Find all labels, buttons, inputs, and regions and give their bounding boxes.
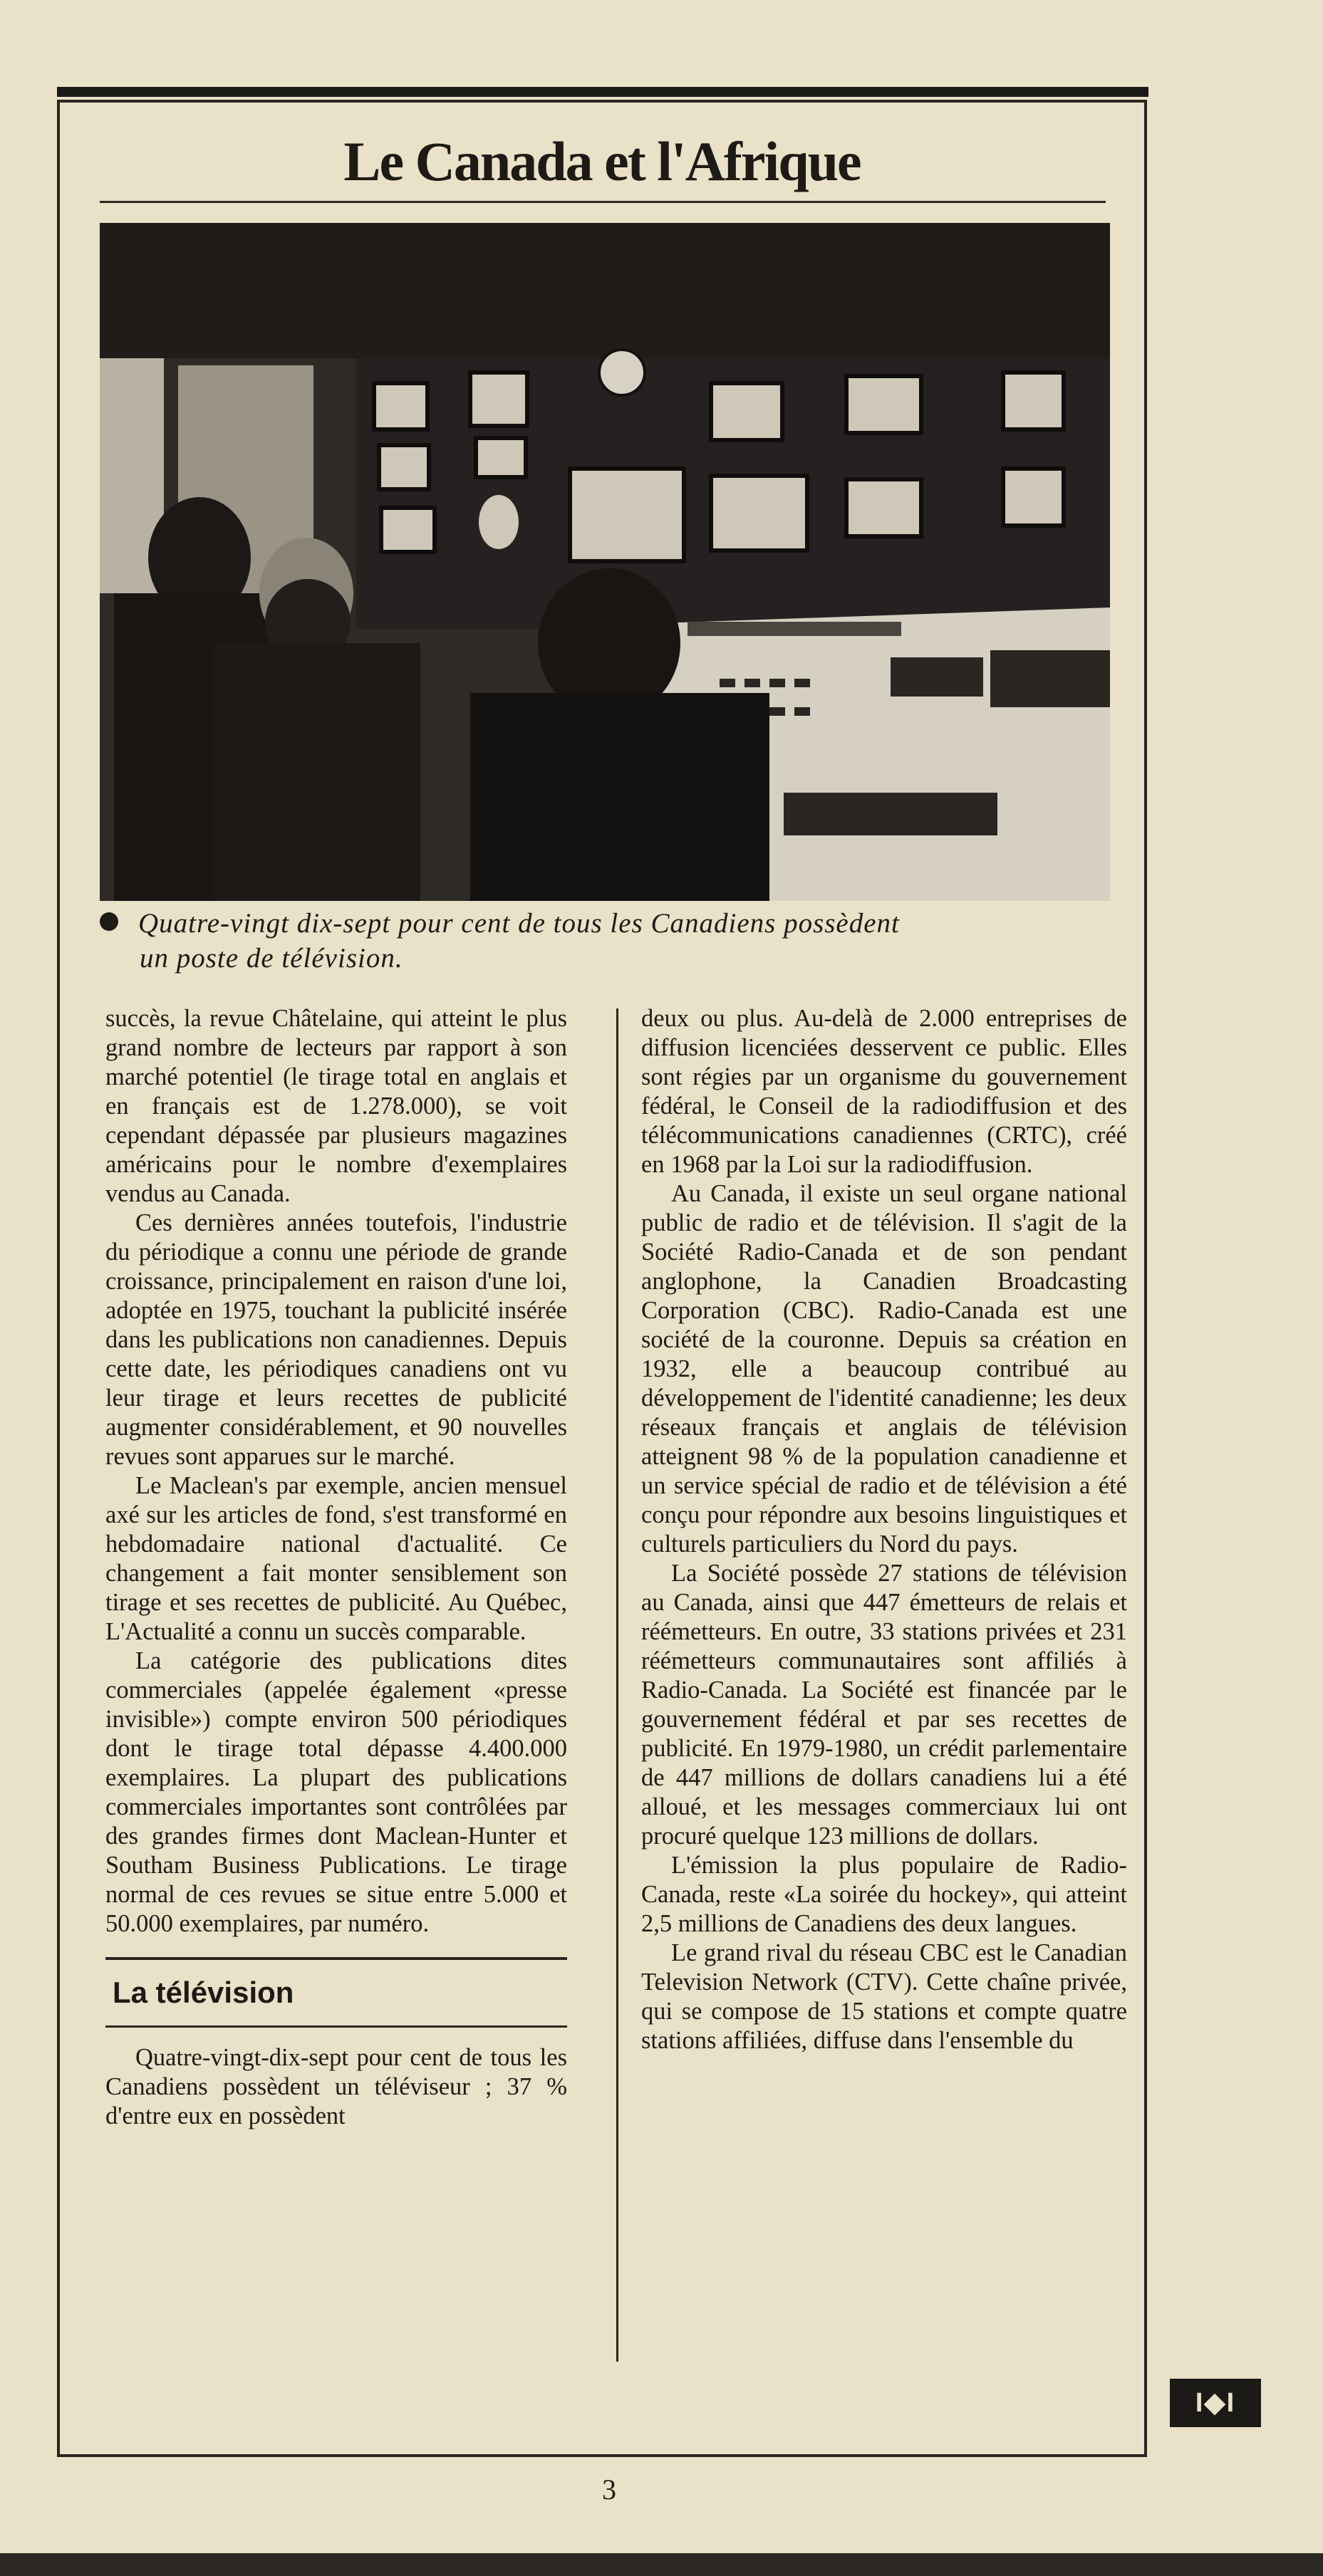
left-paragraph-3: Le Maclean's par exemple, ancien mensuel axé sur les articles de fond, s'est transformé en hebdomadaire national d'actualité. Ce changement a fait monter sensiblement son tirage et ses recettes de publicité. Au Québec, L'Actualité a connu un succès comparable.: [105, 1472, 567, 1645]
top-rule: [57, 87, 1148, 97]
caption-bullet-icon: [100, 912, 118, 931]
right-paragraph-5: Le grand rival du réseau CBC est le Canadian Television Network (CTV). Cette chaîne privée, qui se compose de 15 stations et compte quatre stations affiliées, diffuse dans l'ensemble du: [641, 1939, 1127, 2054]
section-heading-television: La télévision: [113, 1976, 294, 2009]
left-paragraph-2: Ces dernières années toutefois, l'industrie du périodique a connu une période de grande croissance, principalement en raison d'une loi, adoptée en 1975, touchant la publicité insérée dans les publications non canadiennes. Depuis cette date, les périodiques canadiens ont vu leur tirage et leurs recettes de publicité augmenter considérablement, et 90 nouvelles revues sont apparues sur le marché.: [105, 1209, 567, 1470]
left-paragraph-4: La catégorie des publications dites commerciales (appelée également «presse invisible») compte environ 500 périodiques dont le tirage total dépasse 4.400.000 exemplaires. La plupart des publications commerciales importantes sont contrôlées par des grandes firmes dont Maclean-Hunter et Southam Business Publications. Le tirage normal de ces revues se situe entre 5.000 et 50.000 exemplaires, par numéro.: [105, 1647, 567, 1937]
left-paragraph-1: succès, la revue Châtelaine, qui atteint le plus grand nombre de lecteurs par rapport à son marché potentiel (le tirage total en anglais et en français est de 1.278.000), se voit cependant dépassée par plusieurs magazines américains pour le nombre d'exemplaires vendus au Canada.: [105, 1005, 567, 1207]
right-paragraph-4: L'émission la plus populaire de Radio-Canada, reste «La soirée du hockey», qui atteint 2,5 millions de Canadiens des deux langues.: [641, 1852, 1127, 1937]
right-paragraph-1: deux ou plus. Au-delà de 2.000 entreprises de diffusion licenciées desservent ce public. Elles sont régies par un organisme du gouvernement fédéral, le Conseil de la radiodiffusion et des télécommunications canadiennes (CRTC), créé en 1968 par la Loi sur la radiodiffusion.: [641, 1005, 1127, 1178]
page-number: 3: [602, 2473, 616, 2505]
photo-illustration: [100, 223, 1110, 901]
control-room-photo: [100, 223, 1110, 901]
column-divider: [616, 1008, 618, 2362]
caption-line-1: Quatre-vingt dix-sept pour cent de tous les Canadiens possèdent: [138, 908, 900, 939]
scan-edge-band: [0, 2553, 1323, 2576]
logo: I◆I: [1170, 2379, 1261, 2427]
caption-line-2: un poste de télévision.: [140, 943, 403, 974]
photo-caption: [100, 906, 1097, 976]
left-column: [105, 1004, 567, 2131]
title-rule: [100, 201, 1106, 203]
section-rule-top: [105, 1957, 567, 1960]
right-paragraph-2: Au Canada, il existe un seul organe national public de radio et de télévision. Il s'agit de la Société Radio-Canada et de son pendant anglophone, la Canadien Broadcasting Corporation (CBC). Radio-Canada est une société de la couronne. Depuis sa création en 1932, elle a beaucoup contribué au développement de l'identité canadienne; les deux réseaux français et anglais de télévision atteignent 98 % de la population canadienne et un service spécial de radio et de télévision a été conçu pour répondre aux besoins linguistiques et culturels particuliers du Nord du pays.: [641, 1180, 1127, 1558]
section-rule-bottom: [105, 2025, 567, 2028]
right-paragraph-3: La Société possède 27 stations de télévision au Canada, ainsi que 447 émetteurs de relais et réémetteurs. En outre, 33 stations privées et 231 réémetteurs communautaires sont affiliés à Radio-Canada. La Société est financée par le gouvernement fédéral et par ses recettes de publicité. En 1979-1980, un crédit parlementaire de 447 millions de dollars canadiens lui a été alloué, et les messages commerciaux lui ont procuré quelque 123 millions de dollars.: [641, 1560, 1127, 1850]
left-paragraph-5: Quatre-vingt-dix-sept pour cent de tous les Canadiens possèdent un téléviseur ; 37 % d'entre eux en possèdent: [105, 2044, 567, 2129]
right-column: [641, 1004, 1127, 2055]
page-title: Le Canada et l'Afrique: [343, 130, 861, 192]
